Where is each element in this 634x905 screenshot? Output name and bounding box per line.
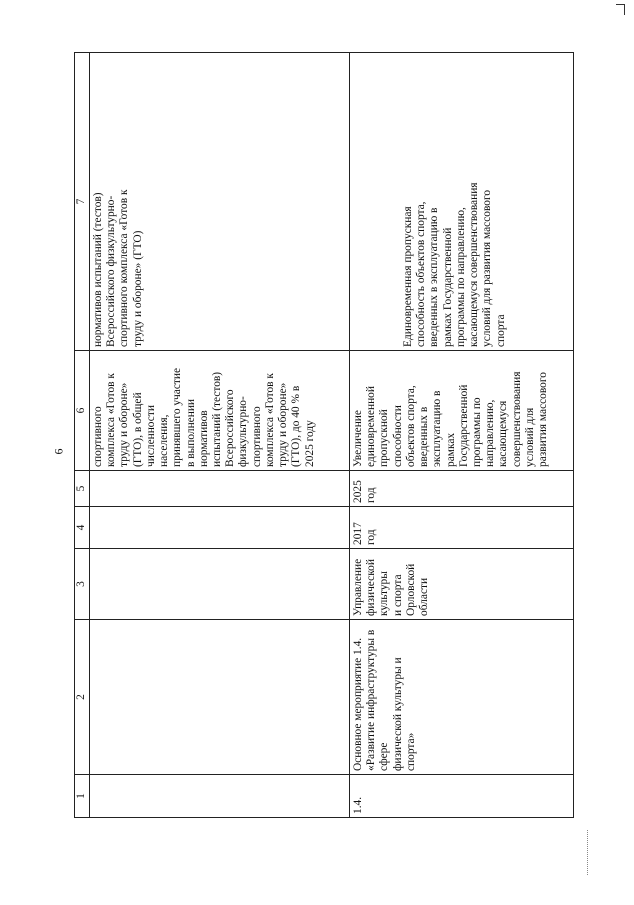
cell-expected-result: спортивного комплекса «Готов к труду и обороне» (ГТО), в общей численности населения, принявшего участие в выполнении нормативов испытаний (тестов) Всероссийского физкультурно- спортивного комплекса «Готов к труду и обороне» (ГТО), до 40 % в 2025 году bbox=[90, 351, 350, 471]
cell-start-year: 2017 год bbox=[350, 507, 574, 549]
cell-end-year bbox=[90, 471, 350, 507]
page-number: 6 bbox=[51, 448, 66, 455]
header-col-2: 2 bbox=[75, 620, 90, 775]
header-col-1: 1 bbox=[75, 775, 90, 818]
table-row bbox=[350, 53, 574, 818]
cell-expected-result: Увеличение единовременной пропускной способности объектов спорта, введенных в эксплуатацию в рамках Государственной программы по направлению, касающемуся совершенствования условий для развития массового bbox=[350, 351, 574, 471]
cell-number: 1.4. bbox=[350, 775, 574, 818]
cell-number bbox=[90, 775, 350, 818]
cell-indicator: Единовременная пропускная способность объектов спорта, введенных в эксплуатацию в рамках Государственной программы по направлению, касающемуся совершенствования условий для развития массового спорта bbox=[350, 53, 574, 351]
scan-corner-mark bbox=[616, 4, 625, 15]
cell-end-year: 2025 год bbox=[350, 471, 574, 507]
header-col-4: 4 bbox=[75, 507, 90, 549]
cell-start-year bbox=[90, 507, 350, 549]
cell-name bbox=[90, 620, 350, 775]
header-col-5: 5 bbox=[75, 471, 90, 507]
header-col-3: 3 bbox=[75, 549, 90, 620]
table-row bbox=[90, 53, 350, 818]
table-wrapper bbox=[74, 52, 574, 818]
cell-executor bbox=[90, 549, 350, 620]
header-row bbox=[75, 53, 90, 818]
cell-indicator: нормативов испытаний (тестов) Всероссийского физкультурно- спортивного комплекса «Готов к труду и обороне» (ГТО) bbox=[90, 53, 350, 351]
header-col-7: 7 bbox=[75, 53, 90, 351]
cell-executor: Управление физической культуры и спорта Орловской области bbox=[350, 549, 574, 620]
cell-name: Основное мероприятие 1.4. «Развитие инфраструктуры в сфере физической культуры и спорта» bbox=[350, 620, 574, 775]
rotated-table-area bbox=[74, 52, 574, 818]
scan-artifact-dots bbox=[587, 830, 592, 875]
program-table bbox=[74, 52, 574, 818]
header-col-6: 6 bbox=[75, 351, 90, 471]
